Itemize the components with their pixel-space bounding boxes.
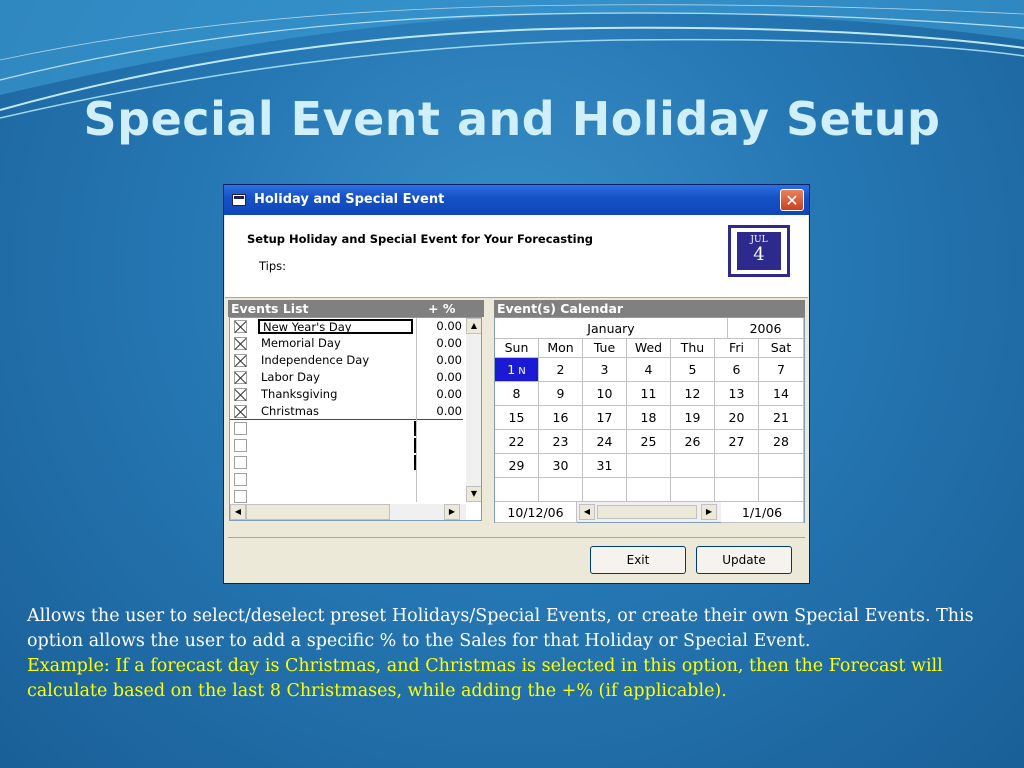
event-row[interactable] [230, 403, 463, 420]
calendar-day[interactable] [759, 406, 804, 430]
event-percent[interactable]: 0.00 [436, 336, 462, 350]
calendar-day[interactable] [495, 478, 539, 502]
event-checkbox[interactable] [234, 473, 247, 486]
event-name[interactable]: Christmas [261, 404, 319, 418]
calendar-month[interactable]: January [495, 318, 728, 339]
weekday-header: Tue [583, 338, 627, 358]
event-checkbox[interactable] [234, 456, 247, 469]
calendar-scroll-thumb[interactable] [597, 505, 697, 519]
calendar-day[interactable] [495, 430, 539, 454]
calendar-day-number: 12 [684, 386, 701, 401]
event-name[interactable]: Memorial Day [261, 336, 341, 350]
calendar-day-number: 28 [773, 434, 789, 449]
event-name[interactable]: New Year's Day [258, 319, 413, 334]
calendar-day[interactable] [495, 406, 539, 430]
calendar-day-number: 13 [728, 386, 745, 401]
calendar-day-number: 1 [507, 362, 516, 377]
update-button[interactable]: Update [696, 546, 792, 574]
event-row[interactable] [230, 488, 463, 505]
calendar-day-number: 23 [552, 434, 569, 449]
event-checkbox[interactable] [234, 337, 247, 350]
pct-column-header: + % [428, 301, 456, 316]
scroll-thumb[interactable] [246, 504, 390, 520]
scroll-left-button[interactable]: ◀ [230, 504, 246, 520]
calendar-day[interactable] [495, 358, 539, 382]
calendar-day[interactable] [715, 454, 759, 478]
calendar-day-number: 16 [552, 410, 569, 425]
calendar-day[interactable] [495, 454, 539, 478]
calendar-day-number: 4 [644, 362, 653, 377]
exit-button[interactable]: Exit [590, 546, 686, 574]
calendar-day[interactable] [583, 478, 627, 502]
event-row[interactable] [230, 386, 463, 403]
events-list-grid[interactable] [229, 317, 482, 521]
header-panel [225, 215, 808, 298]
calendar-day-number: 10 [596, 386, 613, 401]
calendar-day-number: 11 [640, 386, 657, 401]
calendar-day[interactable] [627, 478, 671, 502]
calendar-day[interactable] [539, 478, 583, 502]
calendar-year[interactable]: 2006 [728, 318, 804, 339]
calendar-day[interactable] [671, 358, 715, 382]
calendar-day-number: 2 [556, 362, 565, 377]
scroll-up-button[interactable]: ▲ [466, 318, 482, 334]
calendar-day-number: 14 [773, 386, 789, 401]
weekday-header: Sat [759, 338, 804, 358]
calendar-day[interactable] [627, 430, 671, 454]
calendar-day[interactable] [627, 382, 671, 406]
dialog-title: Holiday and Special Event [254, 192, 445, 207]
event-percent[interactable]: 0.00 [436, 353, 462, 367]
calendar-day-number: 6 [732, 362, 741, 377]
calendar-day-number: 25 [640, 434, 657, 449]
event-row[interactable] [230, 335, 463, 352]
calendar-scroll-right-button[interactable]: ▶ [701, 504, 717, 520]
event-row[interactable] [230, 437, 463, 454]
event-name[interactable]: Independence Day [261, 353, 370, 367]
calendar-day[interactable] [759, 358, 804, 382]
holiday-special-event-dialog [223, 184, 810, 584]
calendar-day[interactable] [583, 430, 627, 454]
slide-description [27, 604, 997, 704]
calendar-day[interactable] [715, 382, 759, 406]
calendar-day[interactable] [539, 454, 583, 478]
calendar-day[interactable] [759, 382, 804, 406]
calendar-day[interactable] [583, 382, 627, 406]
event-row[interactable] [230, 369, 463, 386]
event-row[interactable] [230, 420, 463, 437]
weekday-header: Sun [495, 338, 539, 358]
logo-month: JUL [750, 235, 768, 245]
calendar-day-number: 27 [728, 434, 745, 449]
slide-title: Special Event and Holiday Setup [83, 92, 941, 146]
weekday-header: Thu [671, 338, 715, 358]
event-row[interactable] [230, 352, 463, 369]
event-checkbox[interactable] [234, 405, 247, 418]
event-checkbox[interactable] [234, 439, 247, 452]
calendar-day-number: 18 [640, 410, 657, 425]
calendar-day-number: 5 [688, 362, 697, 377]
calendar-title: Event(s) Calendar [497, 301, 624, 316]
calendar-day[interactable] [539, 430, 583, 454]
selected-day-marker: N [518, 366, 526, 377]
example-text: Example: If a forecast day is Christmas, and Christmas is selected in this option, then the Forecast will calculate based on the last 8 Christmases, while adding the +% (if applicable). [27, 656, 943, 701]
window-icon [232, 194, 246, 206]
calendar-day-number: 9 [556, 386, 565, 401]
scroll-down-button[interactable]: ▼ [466, 486, 482, 502]
calendar-day-number: 15 [508, 410, 525, 425]
calendar-day[interactable] [759, 430, 804, 454]
event-checkbox[interactable] [234, 354, 247, 367]
events-horizontal-scrollbar[interactable] [230, 504, 466, 520]
row-divider [230, 419, 463, 420]
range-start-field[interactable]: 10/12/06 [495, 502, 577, 523]
weekday-header: Mon [539, 338, 583, 358]
event-checkbox[interactable] [234, 371, 247, 384]
range-end-field[interactable]: 1/1/06 [721, 502, 804, 523]
calendar-day-number: 29 [508, 458, 525, 473]
events-list-header [228, 300, 484, 317]
event-percent[interactable]: 0.00 [436, 319, 462, 333]
calendar-logo-icon [728, 225, 790, 277]
calendar-day-number: 7 [777, 362, 785, 377]
event-row[interactable] [230, 471, 463, 488]
calendar-day[interactable] [583, 406, 627, 430]
events-vertical-scrollbar[interactable] [466, 318, 482, 502]
divider [228, 537, 805, 538]
calendar-scroll-left-button[interactable]: ◀ [579, 504, 595, 520]
dialog-heading: Setup Holiday and Special Event for Your Forecasting [247, 232, 594, 246]
calendar-day[interactable] [715, 358, 759, 382]
event-name[interactable] [258, 438, 413, 453]
calendar-day-number: 26 [684, 434, 701, 449]
description-text: Allows the user to select/deselect preset Holidays/Special Events, or create their own Special Events. This option allows the user to add a specific % to the Sales for that Holiday or Special Event. [27, 606, 974, 651]
weekday-header: Fri [715, 338, 759, 358]
event-percent[interactable]: 0.00 [436, 370, 462, 384]
calendar-day-number: 3 [600, 362, 609, 377]
event-checkbox[interactable] [234, 490, 247, 503]
calendar-day-number: 20 [728, 410, 745, 425]
event-name[interactable]: Labor Day [261, 370, 320, 384]
calendar-day[interactable] [671, 382, 715, 406]
calendar-day-number: 17 [596, 410, 613, 425]
tips-label: Tips: [259, 259, 287, 273]
calendar-day-number: 22 [508, 434, 525, 449]
calendar-day-number: 31 [596, 458, 613, 473]
calendar-day[interactable] [627, 454, 671, 478]
calendar-horizontal-scrollbar[interactable] [577, 502, 721, 522]
calendar-day-number: 19 [684, 410, 701, 425]
close-icon: ✕ [785, 191, 799, 210]
calendar-day[interactable] [671, 454, 715, 478]
calendar-day[interactable] [715, 430, 759, 454]
calendar-day[interactable] [627, 358, 671, 382]
calendar-day[interactable] [539, 382, 583, 406]
dialog-titlebar[interactable] [224, 185, 809, 215]
weekday-header: Wed [627, 338, 671, 358]
calendar-day[interactable] [715, 406, 759, 430]
column-divider [416, 318, 417, 502]
logo-day: 4 [753, 244, 765, 265]
close-button[interactable] [780, 189, 804, 211]
event-name[interactable] [258, 455, 413, 470]
calendar-day-number: 21 [773, 410, 789, 425]
event-percent[interactable]: 0.00 [436, 404, 462, 418]
event-name[interactable] [258, 421, 413, 436]
calendar-day-number: 24 [596, 434, 613, 449]
event-name[interactable] [258, 489, 413, 504]
calendar-day[interactable] [583, 358, 627, 382]
event-name[interactable]: Thanksgiving [261, 387, 338, 401]
calendar-day[interactable] [627, 406, 671, 430]
event-calendar[interactable] [494, 317, 805, 523]
calendar-day[interactable] [671, 478, 715, 502]
event-checkbox[interactable] [234, 422, 247, 435]
calendar-day[interactable] [759, 478, 804, 502]
event-name[interactable] [258, 472, 413, 487]
event-checkbox[interactable] [234, 320, 247, 333]
calendar-header [494, 300, 805, 317]
event-row[interactable] [230, 454, 463, 471]
scroll-right-button[interactable]: ▶ [444, 504, 460, 520]
calendar-day[interactable] [583, 454, 627, 478]
event-row[interactable] [230, 318, 463, 335]
event-percent[interactable]: 0.00 [436, 387, 462, 401]
calendar-day[interactable] [715, 478, 759, 502]
calendar-day[interactable] [495, 382, 539, 406]
calendar-day-number: 30 [552, 458, 569, 473]
calendar-day-number: 8 [512, 386, 521, 401]
calendar-day[interactable] [759, 454, 804, 478]
calendar-day[interactable] [671, 430, 715, 454]
event-checkbox[interactable] [234, 388, 247, 401]
calendar-day[interactable] [539, 358, 583, 382]
calendar-day[interactable] [671, 406, 715, 430]
calendar-day[interactable] [539, 406, 583, 430]
events-list-title: Events List [231, 301, 309, 316]
